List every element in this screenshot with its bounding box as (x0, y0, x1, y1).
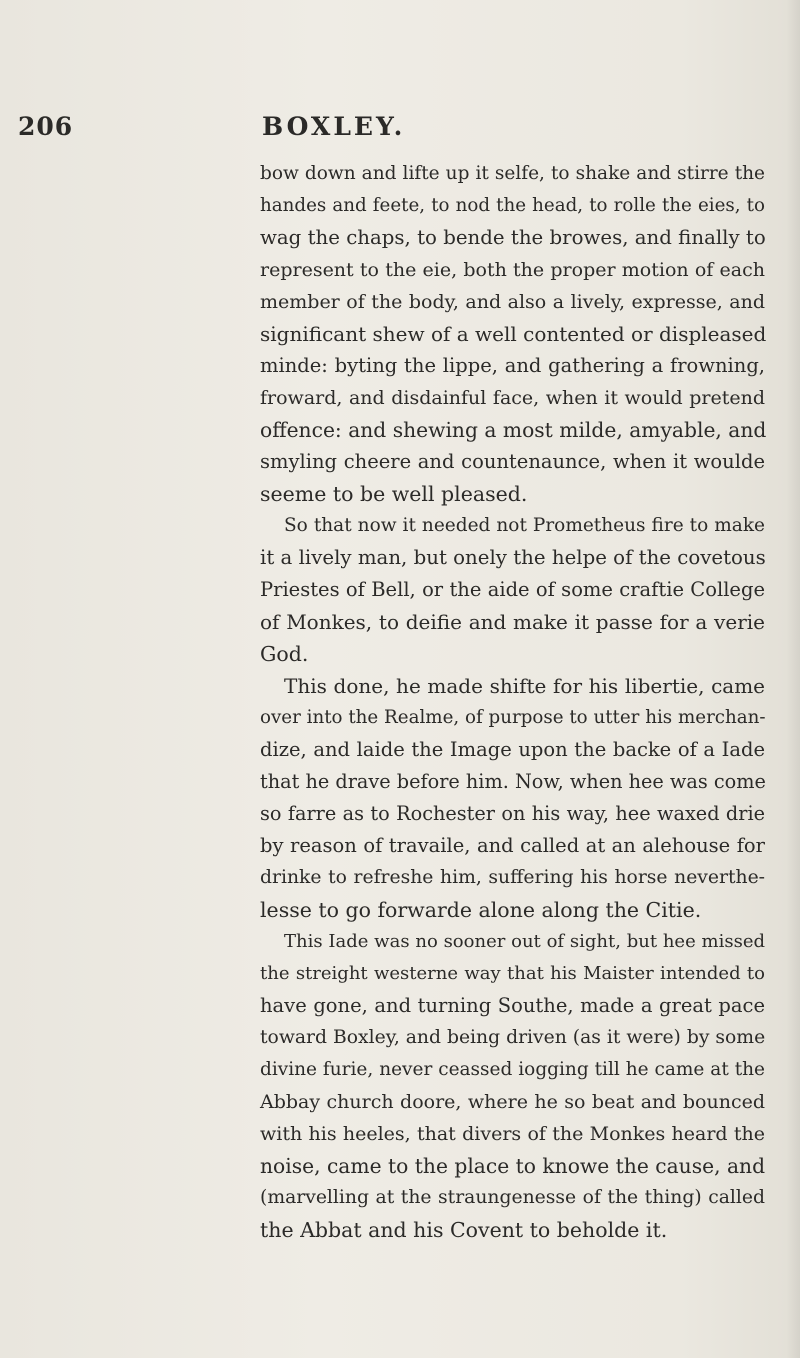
text-line: the Abbat and his Covent to beholde it. (260, 1218, 668, 1242)
text-line: drinke to refreshe him, suffering his horse neverthe- (260, 867, 765, 888)
text-line: seeme to be well pleased. (260, 482, 528, 506)
text-line: (marvelling at the straungenesse of the thing) called (260, 1187, 765, 1208)
text-line: represent to the eie, both the proper motion of each (260, 259, 765, 281)
text-line: offence: and shewing a most milde, amyable, and (260, 418, 767, 442)
text-line: significant shew of a well contented or displeased (260, 322, 767, 346)
text-line: This Iade was no sooner out of sight, but hee missed (284, 931, 765, 952)
text-line: that he drave before him. Now, when hee was come (260, 770, 766, 793)
text-line: so farre as to Rochester on his way, hee waxed drie (260, 802, 765, 825)
text-line: wag the chaps, to bende the browes, and finally to (260, 226, 766, 249)
text-line: of Monkes, to deifie and make it passe for a verie (260, 610, 765, 634)
text-line: member of the body, and also a lively, expresse, and (260, 291, 765, 313)
text-line: the streight westerne way that his Maister intended to (260, 963, 765, 984)
text-line: God. (260, 642, 309, 666)
text-line: This done, he made shifte for his libertie, came (284, 674, 765, 698)
text-line: bow down and lifte up it selfe, to shake and stirre the (260, 163, 765, 184)
running-title: BOXLEY. (262, 112, 406, 141)
text-line: over into the Realme, of purpose to utter his merchan- (260, 707, 766, 728)
text-line: by reason of travaile, and called at an alehouse for (260, 834, 765, 857)
text-line: So that now it needed not Prometheus fire to make (284, 515, 765, 536)
text-line: dize, and laide the Image upon the backe of a Iade (260, 738, 765, 761)
text-line: it a lively man, but onely the helpe of the covetous (260, 546, 766, 569)
page-number: 206 (18, 112, 74, 141)
page-header (18, 112, 778, 152)
text-line: handes and feete, to nod the head, to rolle the eies, to (260, 195, 765, 216)
text-line: with his heeles, that divers of the Monkes heard the (260, 1123, 765, 1145)
text-line: minde: byting the lippe, and gathering a frowning, (260, 354, 765, 377)
text-line: have gone, and turning Southe, made a great pace (260, 994, 765, 1017)
text-line: Abbay church doore, where he so beat and bounced (260, 1091, 765, 1113)
text-line: froward, and disdainful face, when it would pretend (260, 387, 765, 409)
page-edge-shadow (786, 0, 800, 1358)
text-line: noise, came to the place to knowe the cause, and (260, 1154, 766, 1178)
text-line: divine furie, never ceassed iogging till he came at the (260, 1059, 765, 1080)
text-line: Priestes of Bell, or the aide of some craftie College (260, 578, 765, 601)
text-line: smyling cheere and countenaunce, when it woulde (260, 450, 765, 473)
body-text (260, 158, 765, 1246)
text-line: toward Boxley, and being driven (as it were) by some (260, 1027, 766, 1048)
text-line: lesse to go forwarde alone along the Citie. (260, 898, 702, 922)
